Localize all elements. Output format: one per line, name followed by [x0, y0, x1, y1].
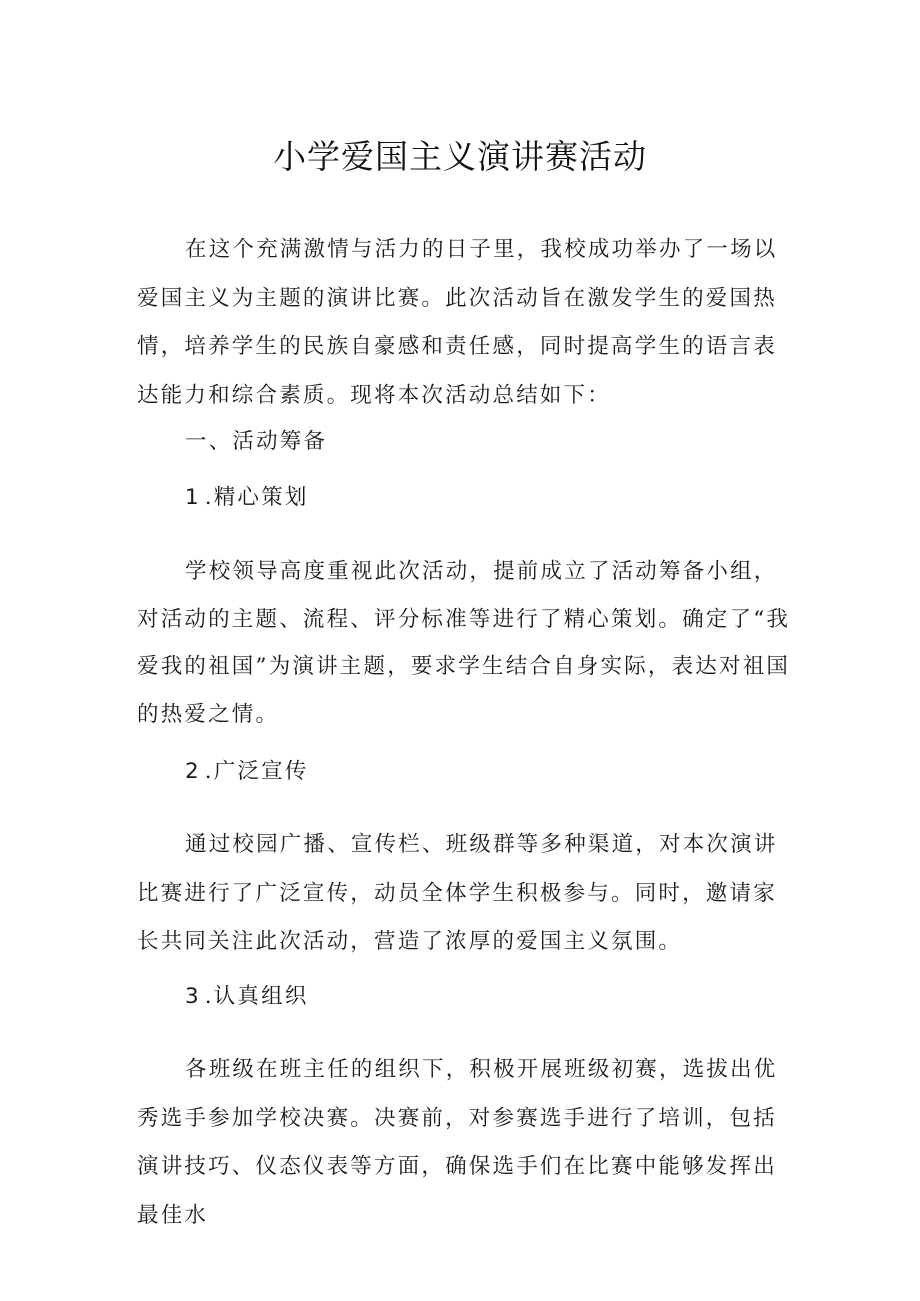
subsection-3-title: .认真组织: [204, 984, 309, 1009]
subsection-3-heading: [137, 977, 840, 1017]
subsection-2-title: .广泛宣传: [204, 759, 309, 784]
subsection-1-heading: [137, 478, 840, 518]
intro-paragraph: 在这个充满激情与活力的日子里，我校成功举办了一场以爱国主义为主题的演讲比赛。此次活动旨在激发学生的爱国热情，培养学生的民族自豪感和责任感，同时提高学生的语言表达能力和综合素质。现将本次活动总结如下：: [137, 237, 778, 408]
subsection-1-number: 1: [185, 485, 199, 510]
subsection-2-heading: [137, 752, 840, 792]
subsection-1-body: 学校领导高度重视此次活动，提前成立了活动筹备小组，对活动的主题、流程、评分标准等进行了精心策划。确定了“我爱我的祖国”为演讲主题，要求学生结合自身实际，表达对祖国的热爱之情。: [137, 559, 791, 728]
section-1-heading: 一、活动筹备: [185, 429, 328, 454]
subsection-1-title: .精心策划: [204, 485, 309, 510]
subsection-3-body: 各班级在班主任的组织下，积极开展班级初赛，选拔出优秀选手参加学校决赛。决赛前，对参赛选手进行了培训，包括演讲技巧、仪态仪表等方面，确保选手们在比赛中能够发挥出最佳水: [137, 1057, 778, 1228]
subsection-2-number: 2: [185, 759, 199, 784]
subsection-3-number: 3: [185, 984, 199, 1009]
document-title: 小学爱国主义演讲赛活动: [273, 137, 647, 176]
subsection-2-body: 通过校园广播、宣传栏、班级群等多种渠道，对本次演讲比赛进行了广泛宣传，动员全体学生积极参与。同时，邀请家长共同关注此次活动，营造了浓厚的爱国主义氛围。: [137, 832, 778, 954]
